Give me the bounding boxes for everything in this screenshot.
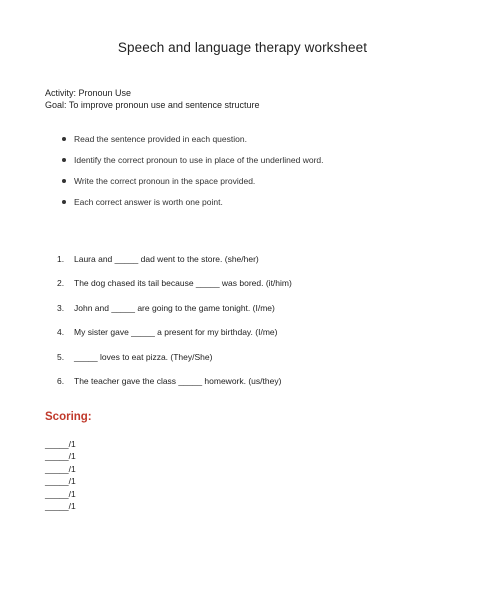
score-lines bbox=[45, 438, 76, 512]
question-text: _____ loves to eat pizza. (They/She) bbox=[74, 351, 213, 362]
score-line: _____/1 bbox=[45, 451, 76, 462]
bullet-icon bbox=[62, 137, 66, 141]
activity-meta bbox=[45, 87, 259, 111]
bullet-icon bbox=[62, 179, 66, 183]
question-text: John and _____ are going to the game tonight. (I/me) bbox=[74, 302, 275, 313]
question-text: My sister gave _____ a present for my birthday. (I/me) bbox=[74, 327, 278, 338]
bullet-icon bbox=[62, 200, 66, 204]
question-item bbox=[45, 277, 292, 301]
bullet-icon bbox=[62, 158, 66, 162]
instruction-item bbox=[45, 196, 324, 217]
question-text: The dog chased its tail because _____ was bored. (it/him) bbox=[74, 278, 292, 289]
instruction-item bbox=[45, 175, 324, 196]
question-item bbox=[45, 326, 292, 350]
question-item bbox=[45, 302, 292, 326]
score-line: _____/1 bbox=[45, 463, 76, 474]
scoring-heading: Scoring: bbox=[45, 411, 92, 423]
instruction-item bbox=[45, 133, 324, 154]
instruction-text: Identify the correct pronoun to use in place of the underlined word. bbox=[74, 155, 324, 165]
questions-list bbox=[45, 253, 292, 399]
goal-label: Goal: To improve pronoun use and sentence structure bbox=[45, 100, 260, 110]
instruction-text: Write the correct pronoun in the space provided. bbox=[74, 176, 256, 186]
score-line: _____/1 bbox=[45, 501, 76, 512]
question-number: 2. bbox=[57, 278, 65, 289]
question-item bbox=[45, 375, 292, 399]
question-number: 6. bbox=[57, 375, 65, 386]
question-number: 1. bbox=[57, 254, 65, 264]
question-item bbox=[45, 351, 292, 375]
question-item bbox=[45, 253, 292, 277]
question-text: The teacher gave the class _____ homework. (us/they) bbox=[74, 375, 282, 386]
instructions-list bbox=[45, 133, 324, 217]
score-line: _____/1 bbox=[45, 476, 76, 487]
question-number: 4. bbox=[57, 327, 65, 338]
question-number: 5. bbox=[57, 351, 65, 362]
question-number: 3. bbox=[57, 302, 65, 313]
instruction-text: Read the sentence provided in each question. bbox=[74, 134, 247, 144]
activity-label: Activity: Pronoun Use bbox=[45, 88, 132, 98]
score-line: _____/1 bbox=[45, 488, 76, 499]
instruction-item bbox=[45, 154, 324, 175]
instruction-text: Each correct answer is worth one point. bbox=[74, 197, 223, 207]
question-text: Laura and _____ dad went to the store. (she/her) bbox=[74, 254, 259, 264]
page-title: Speech and language therapy worksheet bbox=[117, 40, 368, 55]
score-line: _____/1 bbox=[45, 439, 76, 449]
